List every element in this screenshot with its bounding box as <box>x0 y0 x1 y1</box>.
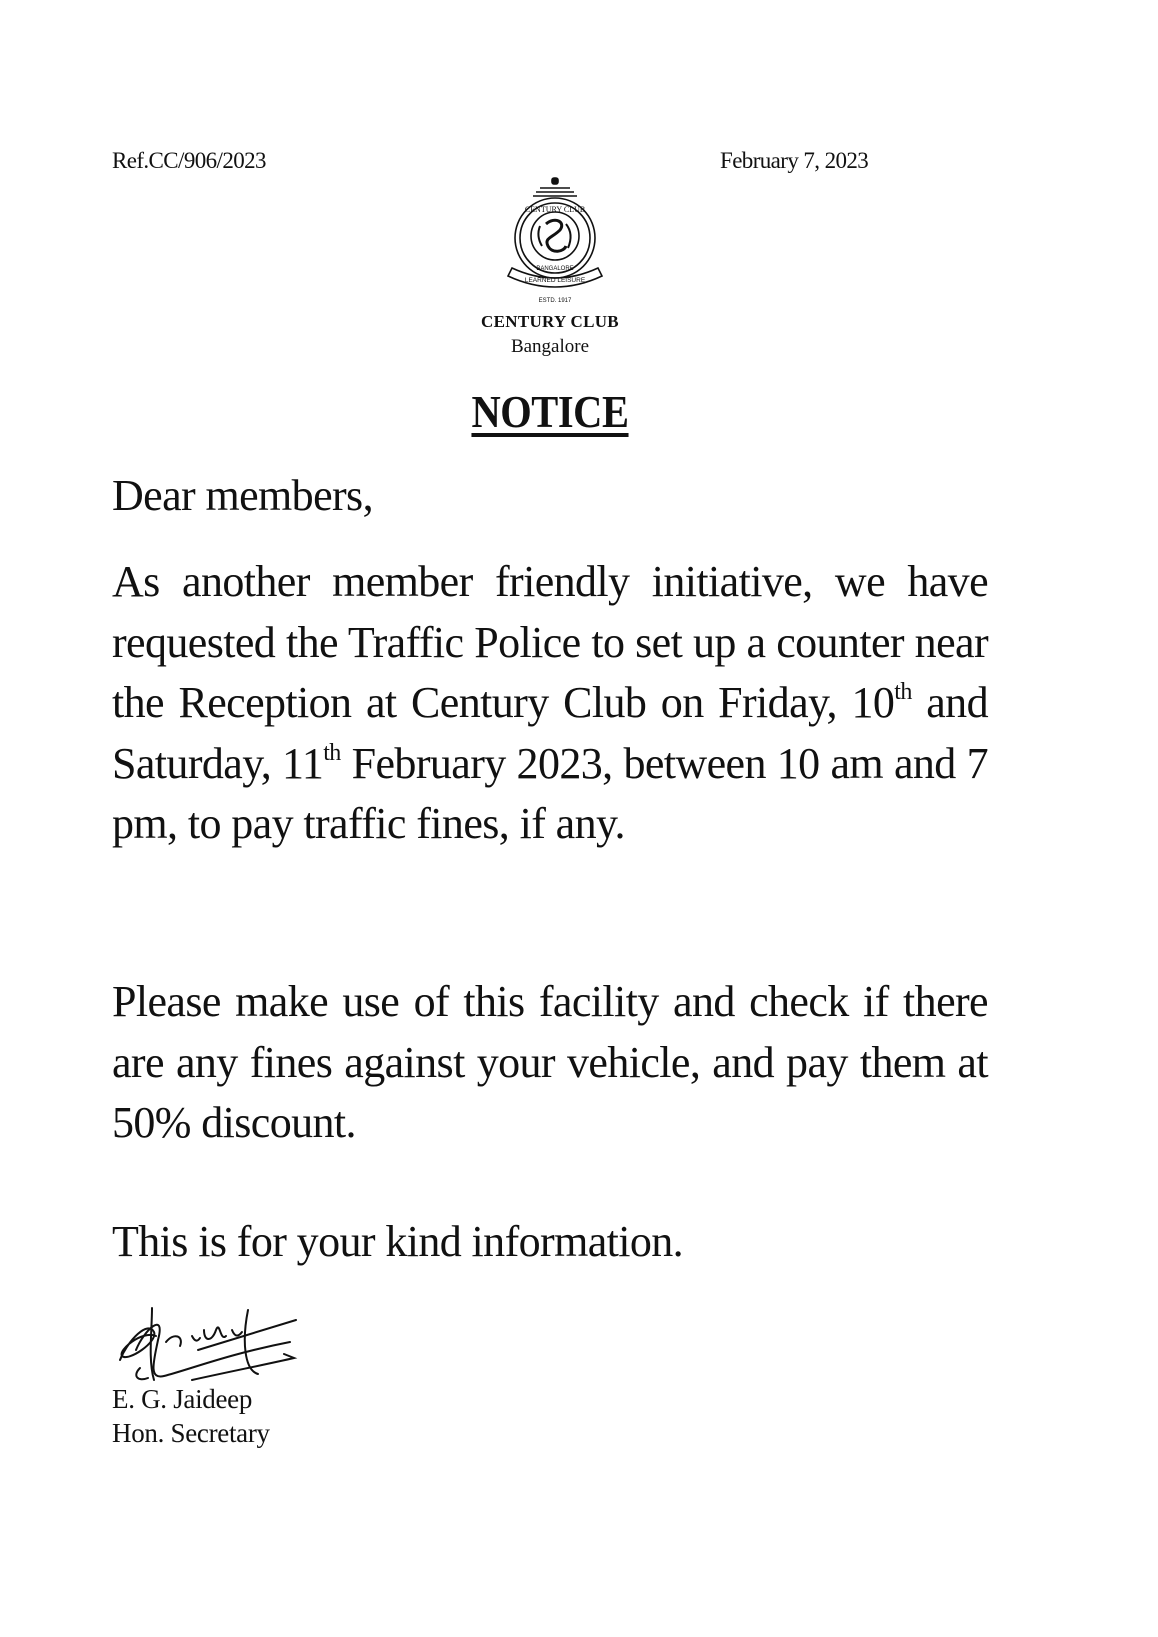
p1-text-2: and Saturday, 11 <box>112 678 988 788</box>
crest-city-text: BANGALORE <box>536 266 574 272</box>
salutation: Dear members, <box>112 471 373 520</box>
p1-text-3: February 2023, between 10 am and 7 pm, to pay traffic fines, if any. <box>112 738 988 848</box>
notice-date: February 7, 2023 <box>720 148 869 173</box>
crest-established-text: ESTD. 1917 <box>538 298 572 304</box>
signer-name: E. G. Jaideep <box>112 1384 253 1414</box>
crest-motto-text: LEARNED LEISURE <box>524 277 586 284</box>
signature-icon <box>108 1280 308 1392</box>
notice-paragraph-2: Please make use of this facility and check if there are any fines against your vehicle, and pay them at 50% discount. <box>112 977 988 1147</box>
club-city: Bangalore <box>510 336 590 357</box>
notice-paragraph-3: This is for your kind information. <box>112 1217 684 1266</box>
p1-text-1: As another member friendly initiative, we have requested the Traffic Police to set up a counter near the Reception at Century Club on Friday, 10 <box>112 557 988 727</box>
p1-ordinal-2: th <box>323 739 341 766</box>
notice-title: NOTICE <box>471 386 629 437</box>
crest-ring-text: CENTURY CLUB <box>524 205 586 214</box>
reference-number: Ref.CC/906/2023 <box>112 148 266 173</box>
signer-title: Hon. Secretary <box>112 1418 270 1448</box>
century-club-crest-icon <box>500 176 610 308</box>
p1-ordinal-1: th <box>894 679 912 705</box>
notice-paragraph-1 <box>112 552 988 855</box>
club-name: CENTURY CLUB <box>481 312 619 331</box>
